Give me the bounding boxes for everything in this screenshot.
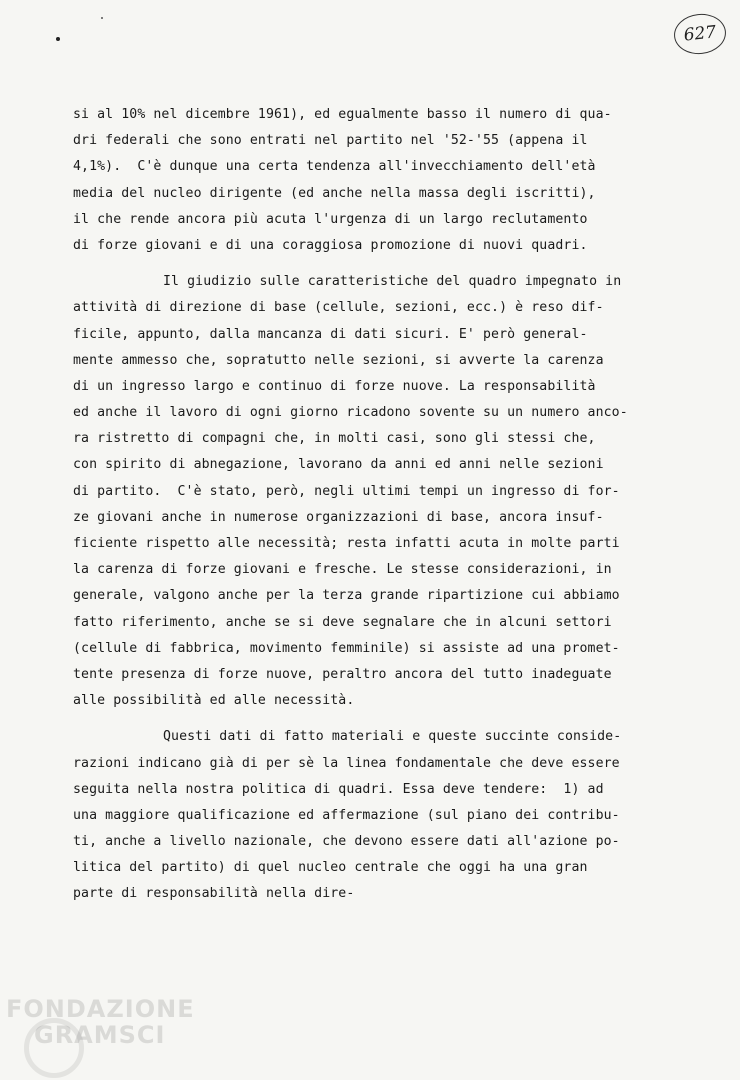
watermark-line-2: GRAMSCI xyxy=(34,1021,166,1049)
watermark-logo xyxy=(6,996,196,1048)
text-line: litica del partito) di quel nucleo centrale che oggi ha una gran xyxy=(73,860,588,876)
text-line: ficile, appunto, dalla mancanza di dati sicuri. E' però general- xyxy=(73,326,588,342)
page-number-stamp: 627 xyxy=(672,11,728,56)
typewritten-body xyxy=(73,102,673,908)
text-line: ti, anche a livello nazionale, che devono essere dati all'azione po- xyxy=(73,834,620,850)
text-line: attività di direzione di base (cellule, sezioni, ecc.) è reso dif- xyxy=(73,300,604,316)
text-line: di forze giovani e di una coraggiosa promozione di nuovi quadri. xyxy=(73,237,588,253)
ink-speck xyxy=(101,17,103,19)
text-line: ze giovani anche in numerose organizzazioni di base, ancora insuf- xyxy=(73,509,604,525)
watermark-line-1: FONDAZIONE xyxy=(6,995,195,1023)
text-line: seguita nella nostra politica di quadri. Essa deve tendere: 1) ad xyxy=(73,781,604,797)
text-line: tente presenza di forze nuove, peraltro ancora del tutto inadeguate xyxy=(73,666,612,682)
paragraph-2 xyxy=(73,269,673,714)
text-line: 4,1%). C'è dunque una certa tendenza all'invecchiamento dell'età xyxy=(73,159,596,175)
text-line: ed anche il lavoro di ogni giorno ricadono sovente su un numero anco- xyxy=(73,405,628,421)
text-line: media del nucleo dirigente (ed anche nella massa degli iscritti), xyxy=(73,185,596,201)
text-line: il che rende ancora più acuta l'urgenza di un largo reclutamento xyxy=(73,211,588,227)
text-line: dri federali che sono entrati nel partito nel '52-'55 (appena il xyxy=(73,133,588,149)
text-line: si al 10% nel dicembre 1961), ed egualmente basso il numero di qua- xyxy=(73,107,612,122)
text-line: mente ammesso che, sopratutto nelle sezioni, si avverte la carenza xyxy=(73,352,604,368)
text-line: fatto riferimento, anche se si deve segnalare che in alcuni settori xyxy=(73,614,612,630)
text-line: con spirito di abnegazione, lavorano da anni ed anni nelle sezioni xyxy=(73,457,604,473)
text-line: Il giudizio sulle caratteristiche del quadro impegnato in xyxy=(163,274,622,290)
text-line: Questi dati di fatto materiali e queste succinte conside- xyxy=(163,729,622,745)
text-line: di un ingresso largo e continuo di forze nuove. La responsabilità xyxy=(73,378,596,394)
ink-speck xyxy=(56,37,60,41)
text-line: la carenza di forze giovani e fresche. Le stesse considerazioni, in xyxy=(73,562,612,578)
text-line: generale, valgono anche per la terza grande ripartizione cui abbiamo xyxy=(73,588,620,604)
text-line: ficiente rispetto alle necessità; resta infatti acuta in molte parti xyxy=(73,536,620,551)
text-line: (cellule di fabbrica, movimento femminile) si assiste ad una promet- xyxy=(73,640,620,656)
text-line: una maggiore qualificazione ed affermazione (sul piano dei contribu- xyxy=(73,807,620,823)
text-line: alle possibilità ed alle necessità. xyxy=(73,693,355,709)
text-line: razioni indicano già di per sè la linea fondamentale che deve essere xyxy=(73,755,620,771)
paragraph-1 xyxy=(73,102,673,259)
text-line: parte di responsabilità nella dire- xyxy=(73,886,355,902)
paragraph-3 xyxy=(73,724,673,907)
text-line: di partito. C'è stato, però, negli ultimi tempi un ingresso di for- xyxy=(73,483,620,499)
text-line: ra ristretto di compagni che, in molti casi, sono gli stessi che, xyxy=(73,431,596,447)
